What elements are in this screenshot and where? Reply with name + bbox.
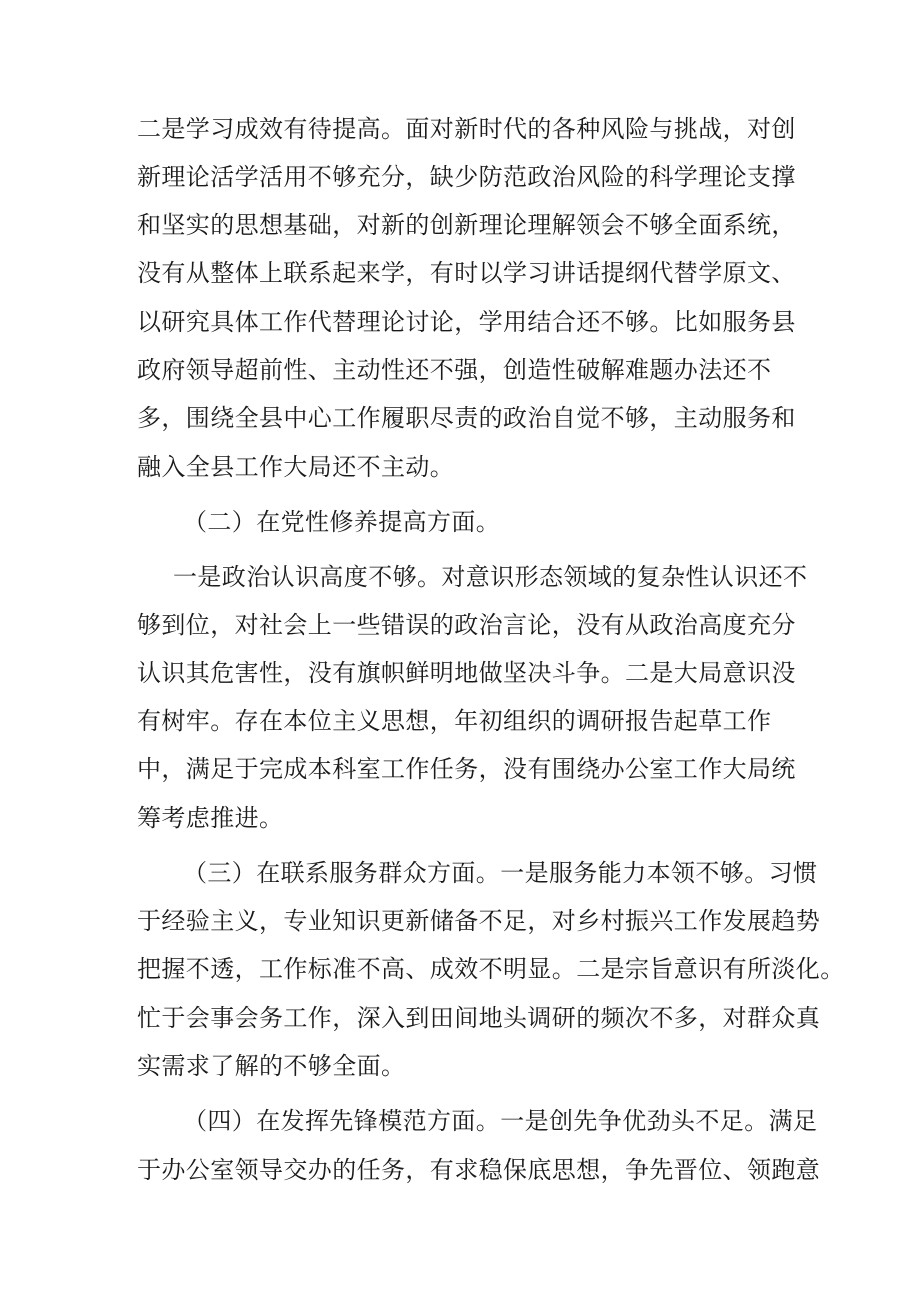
text-line: 以研究具体工作代替理论讨论，学用结合还不够。比如服务县 — [137, 308, 796, 336]
text-line: 有树牢。存在本位主义思想，年初组织的调研报告起草工作 — [137, 707, 772, 735]
text-line: 认识其危害性，没有旗帜鲜明地做坚决斗争。二是大局意识没 — [137, 659, 796, 687]
text-line: 一是政治认识高度不够。对意识形态领域的复杂性认识还不 — [173, 563, 808, 591]
text-line: 中，满足于完成本科室工作任务，没有围绕办公室工作大局统 — [137, 755, 796, 783]
section-heading: （二）在党性修养提高方面。 — [183, 508, 501, 536]
text-line: （三）在联系服务群众方面。一是服务能力本领不够。习惯 — [183, 859, 818, 887]
text-line: 于办公室领导交办的任务，有求稳保底思想，争先晋位、领跑意 — [137, 1156, 821, 1184]
text-line: 够到位，对社会上一些错误的政治言论，没有从政治高度充分 — [137, 611, 796, 639]
text-line: 实需求了解的不够全面。 — [137, 1052, 406, 1080]
text-line: 于经验主义，专业知识更新储备不足，对乡村振兴工作发展趋势 — [137, 907, 821, 935]
text-line: 没有从整体上联系起来学，有时以学习讲话提纲代替学原文、 — [137, 259, 796, 287]
text-line: 政府领导超前性、主动性还不强，创造性破解难题办法还不 — [137, 356, 772, 384]
text-line: 融入全县工作大局还不主动。 — [137, 453, 455, 481]
text-line: 筹考虑推进。 — [137, 804, 284, 832]
text-line: 和坚实的思想基础，对新的创新理论理解领会不够全面系统， — [137, 211, 796, 239]
text-line: 忙于会事会务工作，深入到田间地头调研的频次不多，对群众真 — [137, 1004, 821, 1032]
text-line: （四）在发挥先锋模范方面。一是创先争优劲头不足。满足 — [183, 1107, 818, 1135]
text-line: 新理论活学活用不够充分，缺少防范政治风险的科学理论支撑 — [137, 163, 796, 191]
text-line: 把握不透，工作标准不高、成效不明显。二是宗旨意识有所淡化。 — [137, 955, 845, 983]
text-line: 多，围绕全县中心工作履职尽责的政治自觉不够，主动服务和 — [137, 404, 796, 432]
text-line: 二是学习成效有待提高。面对新时代的各种风险与挑战，对创 — [137, 115, 796, 143]
